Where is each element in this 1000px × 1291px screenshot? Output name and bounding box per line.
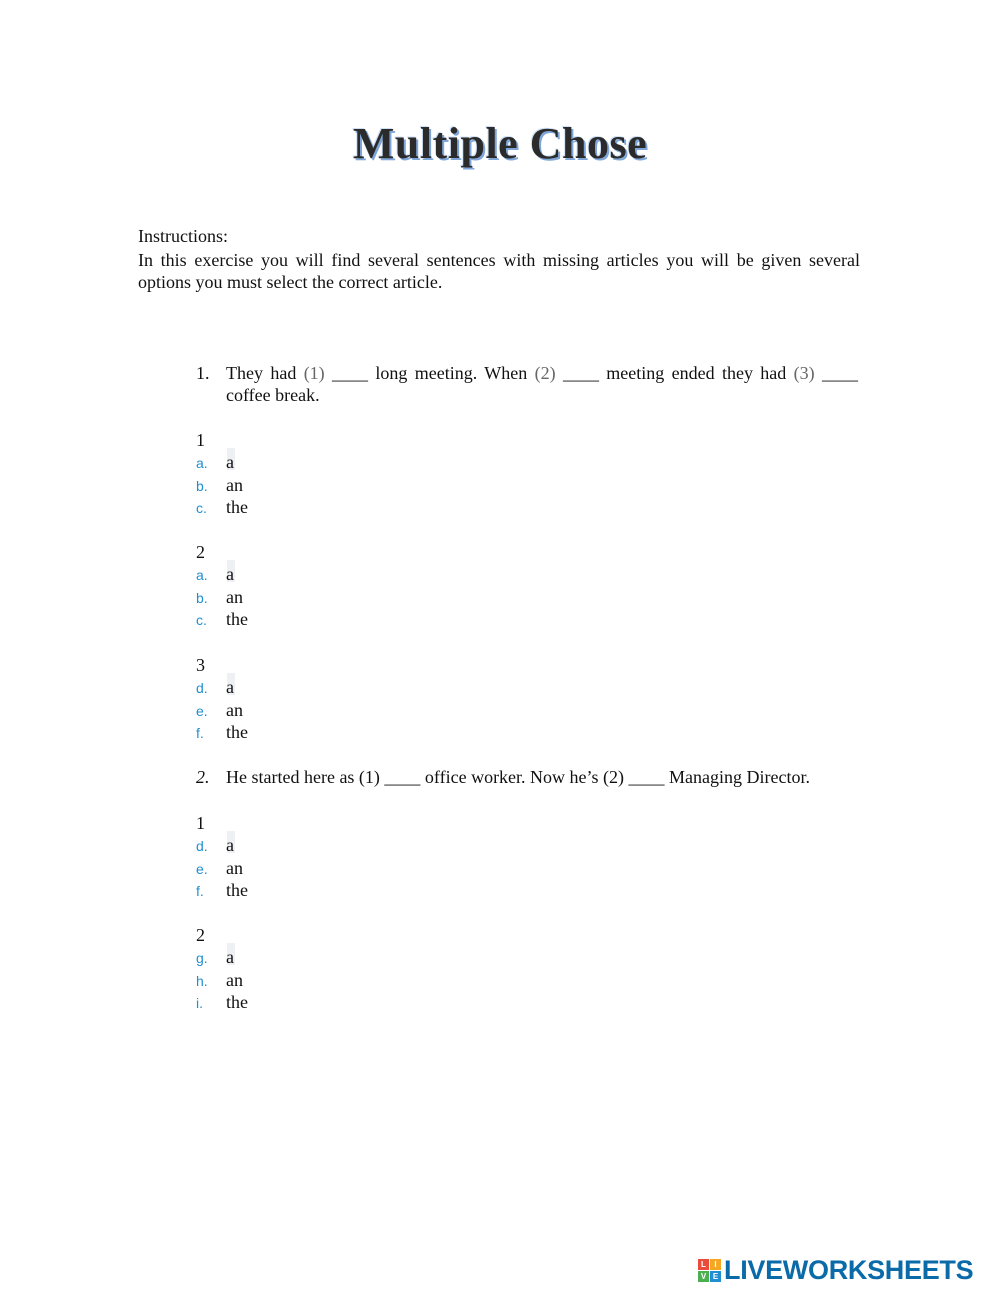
answer-group [196,541,248,631]
answer-group [196,812,248,902]
option-letter: f. [196,725,204,741]
option[interactable] [196,676,234,699]
option-letter: b. [196,589,208,606]
option-text[interactable]: a [226,452,234,472]
instructions-text: In this exercise you will find several sentences with missing articles you will be given several options you must select the correct article. [138,250,860,292]
option-letter: a. [196,455,208,471]
option-text[interactable]: an [226,586,243,607]
option-letter: e. [196,860,208,877]
option-text[interactable]: the [226,880,248,900]
question-1 [196,362,858,406]
question-number: 2. [196,767,210,787]
option-text[interactable]: an [226,969,243,990]
logo-icon-i: I [710,1259,721,1270]
answer-group [196,654,248,744]
option-letter: b. [196,477,208,494]
option[interactable] [196,879,248,902]
liveworksheets-logo [698,1254,973,1286]
option[interactable] [196,563,234,586]
logo-icon [698,1259,721,1282]
page-title: Multiple Chose [352,119,648,168]
option-text[interactable]: the [226,609,248,629]
option[interactable] [196,451,234,474]
blank-number: 2 [196,542,205,562]
option-letter: h. [196,972,208,989]
option[interactable] [196,608,248,631]
option-letter: d. [196,680,208,696]
option-text[interactable]: a [226,677,234,697]
option-text[interactable]: an [226,699,243,720]
logo-text: LIVEWORKSHEETS [724,1254,974,1285]
option[interactable] [196,721,248,744]
option-text[interactable]: a [226,564,234,584]
logo-icon-v: V [698,1271,709,1282]
question-text: He started here as (1) ____ office worker. Now he’s (2) ____ Managing Director. [226,767,810,787]
option[interactable] [196,834,234,857]
question-number: 1. [196,363,210,383]
option-letter: a. [196,567,208,583]
option[interactable] [196,969,243,992]
question-text: They had (1) ____ long meeting. When (2) ____ meeting ended they had (3) ____ coffee break. [226,363,859,405]
option[interactable] [196,474,243,497]
blank-number: 2 [196,925,205,945]
blank-number: 1 [196,813,205,833]
instructions-heading: Instructions: [138,226,228,246]
option[interactable] [196,699,243,722]
option[interactable] [196,496,248,519]
logo-icon-l: L [698,1259,709,1270]
blank-number: 1 [196,430,205,450]
option-text[interactable]: a [226,835,234,855]
question-2 [196,766,858,788]
option-text[interactable]: the [226,722,248,742]
option-letter: f. [196,883,204,899]
option-letter: d. [196,838,208,854]
option-text[interactable]: a [226,947,234,967]
option[interactable] [196,586,243,609]
option-text[interactable]: an [226,857,243,878]
option-letter: c. [196,612,207,628]
answer-group [196,429,248,519]
blank-number: 3 [196,655,205,675]
option-letter: c. [196,500,207,516]
option-letter: g. [196,950,208,966]
option-letter: i. [196,995,203,1011]
answer-group [196,924,248,1014]
option[interactable] [196,857,243,880]
option-text[interactable]: the [226,497,248,517]
option-letter: e. [196,702,208,719]
option[interactable] [196,991,248,1014]
logo-icon-e: E [710,1271,721,1282]
option[interactable] [196,946,234,969]
option-text[interactable]: the [226,992,248,1012]
option-text[interactable]: an [226,474,243,495]
